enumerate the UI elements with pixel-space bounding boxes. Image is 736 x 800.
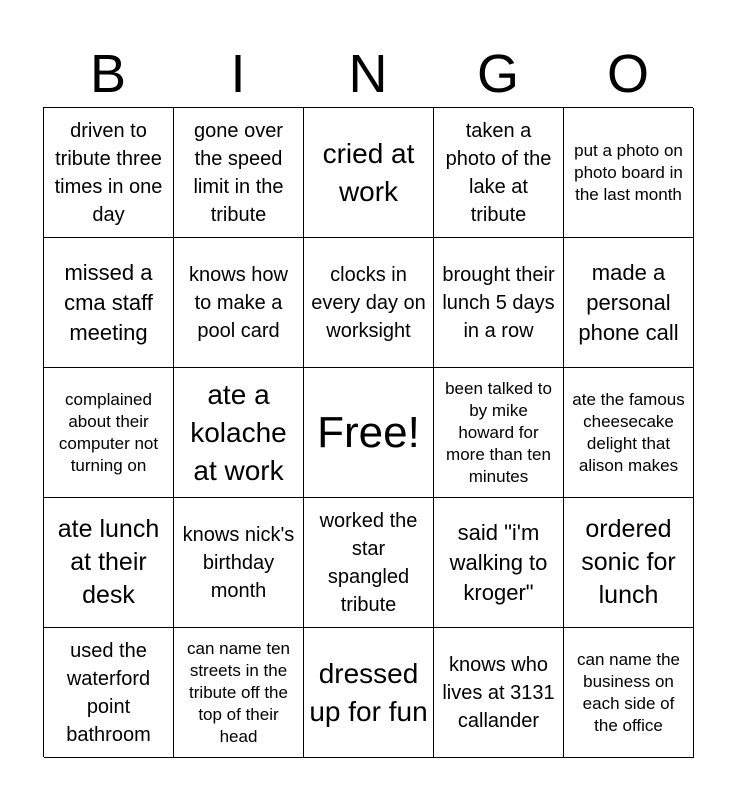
cell-text: worked the star spangled tribute	[319, 509, 418, 616]
bingo-cell[interactable]	[304, 628, 434, 758]
bingo-cell[interactable]	[174, 238, 304, 368]
cell-text: knows how to make a pool card	[189, 263, 288, 342]
cell-text: driven to tribute three times in one day	[54, 119, 163, 226]
bingo-cell[interactable]	[174, 628, 304, 758]
bingo-cell[interactable]	[304, 108, 434, 238]
cell-text: can name the business on each side of the office	[576, 649, 680, 735]
bingo-cell[interactable]	[44, 628, 174, 758]
bingo-cell[interactable]	[564, 108, 694, 238]
cell-text: cried at work	[322, 137, 415, 207]
cell-text: brought their lunch 5 days in a row	[442, 263, 555, 342]
cell-text: used the waterford point bathroom	[66, 639, 151, 746]
bingo-cell[interactable]	[434, 628, 564, 758]
bingo-cell[interactable]	[304, 498, 434, 628]
bingo-cell[interactable]	[564, 238, 694, 368]
bingo-cell[interactable]	[174, 498, 304, 628]
free-space-text: Free!	[317, 407, 420, 457]
bingo-cell[interactable]	[174, 108, 304, 238]
bingo-cell[interactable]	[44, 238, 174, 368]
cell-text: taken a photo of the lake at tribute	[445, 119, 552, 226]
header-letter-n: N	[348, 44, 388, 104]
cell-text: missed a cma staff meeting	[64, 259, 153, 345]
bingo-cell[interactable]	[434, 498, 564, 628]
header-letter-o: O	[606, 44, 649, 104]
cell-text: knows nick's birthday month	[182, 523, 295, 602]
cell-text: put a photo on photo board in the last month	[574, 140, 683, 204]
bingo-cell[interactable]	[434, 238, 564, 368]
cell-text: dressed up for fun	[309, 657, 428, 727]
bingo-cell[interactable]	[564, 628, 694, 758]
cell-text: ordered sonic for lunch	[581, 515, 676, 609]
bingo-cell[interactable]	[564, 368, 694, 498]
header-letter-b: B	[89, 44, 127, 104]
cell-text: ate the famous cheesecake delight that alison makes	[572, 389, 685, 475]
cell-text: knows who lives at 3131 callander	[442, 653, 555, 732]
cell-text: ate lunch at their desk	[57, 515, 160, 609]
free-space-cell[interactable]	[304, 368, 434, 498]
bingo-cell[interactable]	[44, 368, 174, 498]
cell-text: clocks in every day on worksight	[311, 263, 426, 342]
header-letter-g: G	[476, 44, 519, 104]
bingo-cell[interactable]	[44, 108, 174, 238]
cell-text: been talked to by mike howard for more than ten minutes	[445, 378, 552, 486]
bingo-cell[interactable]	[44, 498, 174, 628]
bingo-cell[interactable]	[434, 368, 564, 498]
cell-text: complained about their computer not turning on	[58, 389, 159, 475]
bingo-cell[interactable]	[174, 368, 304, 498]
bingo-card	[43, 107, 693, 757]
cell-text: made a personal phone call	[578, 259, 679, 345]
cell-text: gone over the speed limit in the tribute	[193, 119, 284, 226]
cell-text: said "i'm walking to kroger"	[449, 519, 548, 605]
cell-text: can name ten streets in the tribute off the top of their head	[186, 638, 290, 746]
bingo-cell[interactable]	[304, 238, 434, 368]
bingo-header	[43, 40, 693, 108]
bingo-cell[interactable]	[564, 498, 694, 628]
cell-text: ate a kolache at work	[190, 378, 287, 486]
header-letter-i: I	[230, 44, 246, 104]
bingo-cell[interactable]	[434, 108, 564, 238]
